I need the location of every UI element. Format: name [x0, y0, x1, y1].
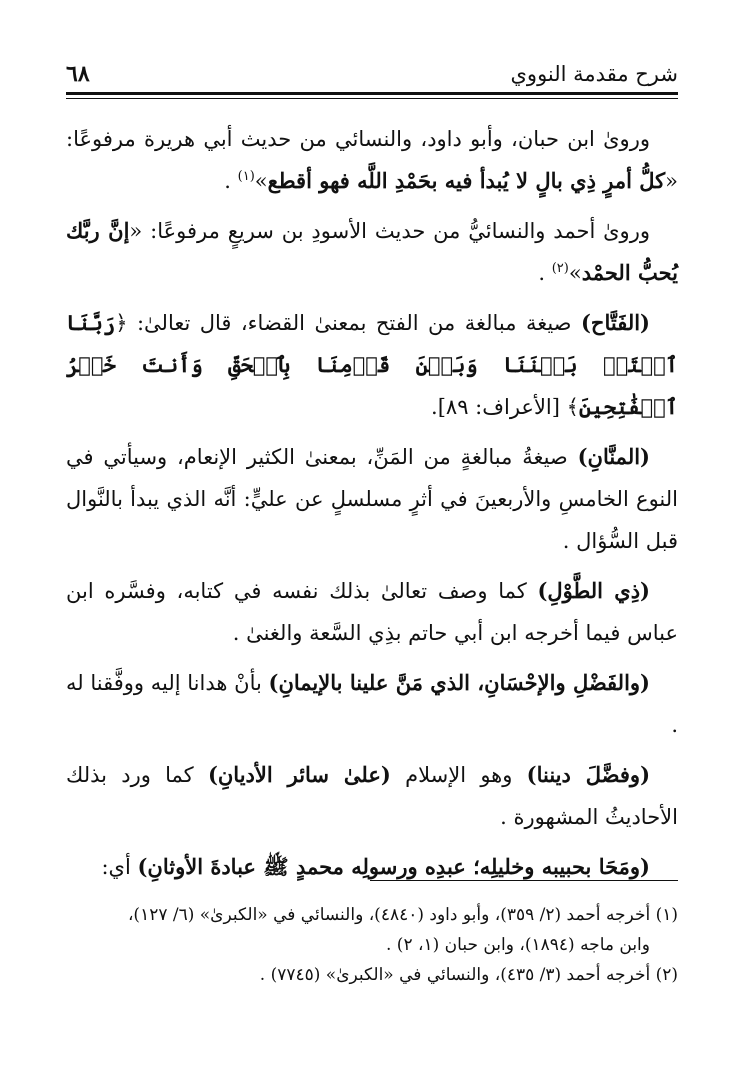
- text-run: صيغةُ مبالغةٍ من المَنِّ، بمعنىٰ الكثير الإنعام، وسيأتي في النوع الخامسِ والأربعينَ في أثرٍ مسلسلٍ عن عليٍّ: أنَّه الذي يبدأ بالنَّوال قبل السُّؤال .: [66, 445, 678, 553]
- footnote-ref: (٢): [551, 261, 569, 276]
- text-run: .: [538, 261, 552, 285]
- footnote-1-line-1: (١) أخرجه أحمد (٢/ ٣٥٩)، وأبو داود (٤٨٤٠)، والنسائي في «الكبرىٰ» (٦/ ١٢٧)،: [127, 905, 678, 925]
- bold-text-run: (المنَّانِ): [577, 444, 650, 469]
- running-title: شرح مقدمة النووي: [510, 62, 678, 86]
- text-run: ورویٰ ابن حبان، وأبو داود، والنسائي من حديث أبي هريرة مرفوعًا: «: [66, 127, 678, 193]
- bold-text-run: (علىٰ سائر الأديانِ): [207, 762, 391, 787]
- paragraph: [66, 210, 678, 294]
- bold-text-run: رَبَّنَا ٱفۡتَحۡ بَيۡنَنَا وَبَيۡنَ قَوۡمِنَا بِٱلۡحَقِّ وَأَنتَ خَيۡرُ ٱلۡفَٰتِحِينَ: [66, 310, 678, 419]
- text-run: »: [568, 261, 582, 285]
- bold-text-run: (ومَحَا بحبيبه وخليلِه؛ عبدِه ورسولِه محمدٍ ﷺ عبادةَ الأوثانِ): [137, 854, 650, 879]
- text-run: .: [224, 169, 238, 193]
- footnote-2-line-1: (٢) أخرجه أحمد (٣/ ٤٣٥)، والنسائي في «الكبرىٰ» (٧٧٤٥) .: [259, 965, 678, 985]
- paragraph: [66, 846, 678, 888]
- text-run: أي:: [101, 855, 138, 879]
- paragraph: [66, 436, 678, 562]
- text-run: ورویٰ أحمد والنسائيُّ من حديث الأسودِ بن سريعٍ مرفوعًا: «: [129, 219, 650, 243]
- page-number: ٦٨: [66, 61, 90, 87]
- paragraph: [66, 118, 678, 202]
- text-run: بأنْ هدانا إليه ووفَّقنا له .: [66, 671, 678, 737]
- page-header: [66, 60, 678, 88]
- footnote-separator: [370, 880, 678, 881]
- bold-text-run: (ذِي الطَّوْلِ): [537, 578, 650, 603]
- header-rule-thin: [66, 98, 678, 99]
- text-run: ﴾ [الأعراف: ٨٩].: [431, 395, 579, 419]
- text-run: كما وصف تعالىٰ بذلك نفسه في كتابه، وفسَّره ابن عباس فيما أخرجه ابن أبي حاتم بذِي السَّعة والغنىٰ .: [66, 579, 678, 645]
- header-rule-thick: [66, 92, 678, 95]
- paragraph: [66, 754, 678, 838]
- bold-text-run: (والفَضْلِ والإحْسَانِ، الذي مَنَّ علينا بالإيمانِ): [268, 670, 650, 695]
- footnote-ref: (١): [237, 169, 255, 184]
- paragraph: [66, 570, 678, 654]
- body-text: [66, 118, 678, 896]
- bold-text-run: (الفَتَّاح): [580, 310, 650, 335]
- bold-text-run: (وفضَّلَ ديننا): [526, 762, 651, 787]
- text-run: وهو الإسلام: [390, 763, 527, 787]
- footnotes: [66, 900, 678, 990]
- text-run: »: [254, 169, 268, 193]
- paragraph: [66, 662, 678, 746]
- bold-text-run: إنَّ ربَّك يُحبُّ الحمْد: [66, 218, 678, 285]
- paragraph: [66, 302, 678, 428]
- bold-text-run: كلُّ أمرٍ ذِي بالٍ لا يُبدأ فيه بحَمْدِ اللَّه فهو أقطع: [267, 168, 666, 193]
- footnote-1-line-2: وابن ماجه (١٨٩٤)، وابن حبان (١، ٢) .: [386, 935, 650, 955]
- text-run: صيغة مبالغة من الفتح بمعنىٰ القضاء، قال تعالىٰ: ﴿: [115, 311, 581, 335]
- text-run: كما ورد بذلك الأحاديثُ المشهورة .: [66, 763, 678, 829]
